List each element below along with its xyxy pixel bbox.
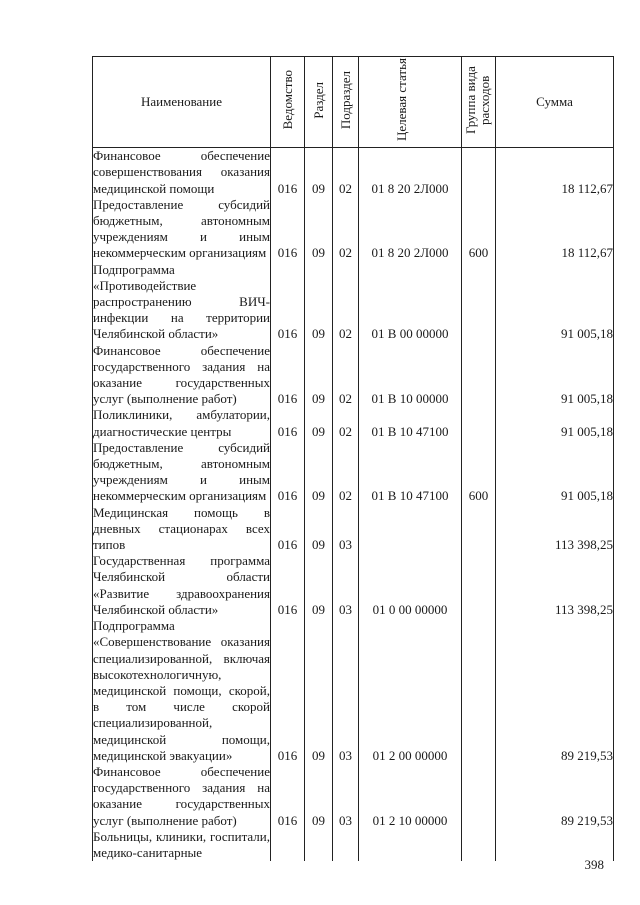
- table-row: [93, 262, 614, 343]
- cell-department: 016: [271, 148, 305, 197]
- table-row: [93, 553, 614, 618]
- cell-department: 016: [271, 407, 305, 439]
- cell-expense-group: [462, 343, 496, 408]
- cell-subsection: 02: [333, 343, 359, 408]
- cell-expense-group: [462, 407, 496, 439]
- cell-section: 09: [305, 505, 333, 554]
- cell-name: Финансовое обеспечение государственного задания на оказание государственных услуг (выполнение работ): [93, 763, 270, 828]
- cell-target: 01 В 00 00000: [359, 262, 462, 343]
- cell-department: 016: [271, 764, 305, 829]
- cell-subsection: 03: [333, 553, 359, 618]
- cell-subsection: 02: [333, 197, 359, 262]
- table-row: [93, 343, 614, 408]
- cell-expense-group: [462, 148, 496, 197]
- cell-target: 01 2 10 00000: [359, 764, 462, 829]
- cell-target: 01 8 20 2Л000: [359, 148, 462, 197]
- cell-name: Финансовое обеспечение государственного задания на оказание государственных услуг (выполнение работ): [93, 342, 270, 407]
- cell-department: 016: [271, 553, 305, 618]
- cell-expense-group: [462, 505, 496, 554]
- cell-section: 09: [305, 148, 333, 197]
- table-row: [93, 829, 614, 861]
- cell-department: 016: [271, 618, 305, 764]
- cell-name: Предоставление субсидий бюджетным, автономным учреждениям и иным некоммерческим организациям: [93, 439, 270, 504]
- cell-subsection: 02: [333, 262, 359, 343]
- cell-department: [271, 829, 305, 861]
- header-section: Раздел: [305, 57, 333, 148]
- cell-department: 016: [271, 505, 305, 554]
- cell-target: [359, 829, 462, 861]
- table-row: [93, 440, 614, 505]
- cell-target: 01 В 10 00000: [359, 343, 462, 408]
- cell-name: Подпрограмма «Совершенствование оказания специализированной, включая высокотехнологичную, медицинской помощи, скорой, в том числе скорой специализированной, медицинской помощи, медицинской эвакуации»: [93, 618, 270, 763]
- header-amount: Сумма: [496, 57, 614, 148]
- table-row: [93, 148, 614, 197]
- header-subsection: Подраздел: [333, 57, 359, 148]
- cell-section: 09: [305, 343, 333, 408]
- cell-amount: 91 005,18: [496, 407, 614, 439]
- cell-amount: 113 398,25: [496, 505, 614, 554]
- table-row: [93, 407, 614, 439]
- cell-subsection: 03: [333, 618, 359, 764]
- table-body: [93, 148, 614, 861]
- cell-expense-group: [462, 764, 496, 829]
- cell-section: [305, 829, 333, 861]
- header-department: Ведомство: [271, 57, 305, 148]
- cell-target: 01 В 10 47100: [359, 407, 462, 439]
- page-number: 398: [584, 857, 604, 872]
- cell-amount: 91 005,18: [496, 440, 614, 505]
- cell-amount: 18 112,67: [496, 197, 614, 262]
- cell-amount: 91 005,18: [496, 343, 614, 408]
- cell-target: [359, 505, 462, 554]
- cell-section: 09: [305, 618, 333, 764]
- table-row: [93, 197, 614, 262]
- cell-name: Больницы, клиники, госпитали, медико-санитарные: [93, 828, 270, 860]
- cell-target: 01 0 00 00000: [359, 553, 462, 618]
- cell-amount: 18 112,67: [496, 148, 614, 197]
- cell-subsection: [333, 829, 359, 861]
- cell-department: 016: [271, 343, 305, 408]
- cell-subsection: 03: [333, 764, 359, 829]
- cell-target: 01 В 10 47100: [359, 440, 462, 505]
- cell-expense-group: [462, 553, 496, 618]
- cell-section: 09: [305, 197, 333, 262]
- cell-subsection: 02: [333, 440, 359, 505]
- cell-target: 01 2 00 00000: [359, 618, 462, 764]
- cell-section: 09: [305, 764, 333, 829]
- table-header-row: [93, 57, 614, 148]
- cell-section: 09: [305, 440, 333, 505]
- table-row: [93, 618, 614, 764]
- cell-section: 09: [305, 553, 333, 618]
- cell-expense-group: 600: [462, 440, 496, 505]
- cell-target: 01 8 20 2Л000: [359, 197, 462, 262]
- cell-expense-group: 600: [462, 197, 496, 262]
- cell-name: Предоставление субсидий бюджетным, автономным учреждениям и иным некоммерческим организациям: [93, 196, 270, 261]
- header-expense-group: Группа вида расходов: [462, 57, 496, 148]
- table-row: [93, 764, 614, 829]
- header-name: Наименование: [93, 57, 271, 148]
- cell-department: 016: [271, 262, 305, 343]
- table-row: [93, 505, 614, 554]
- cell-amount: 89 219,53: [496, 764, 614, 829]
- cell-name: Государственная программа Челябинской области «Развитие здравоохранения Челябинской области»: [93, 553, 270, 617]
- cell-name: Подпрограмма «Противодействие распространению ВИЧ-инфекции на территории Челябинской области»: [93, 261, 270, 342]
- cell-subsection: 03: [333, 505, 359, 554]
- cell-amount: 113 398,25: [496, 553, 614, 618]
- cell-expense-group: [462, 829, 496, 861]
- cell-expense-group: [462, 618, 496, 764]
- cell-amount: 91 005,18: [496, 262, 614, 343]
- cell-department: 016: [271, 440, 305, 505]
- cell-name: Финансовое обеспечение совершенствования оказания медицинской помощи: [93, 148, 270, 196]
- cell-expense-group: [462, 262, 496, 343]
- cell-amount: 89 219,53: [496, 618, 614, 764]
- cell-name: Медицинская помощь в дневных стационарах всех типов: [93, 504, 270, 553]
- budget-table: [92, 56, 614, 861]
- cell-section: 09: [305, 407, 333, 439]
- cell-subsection: 02: [333, 407, 359, 439]
- cell-section: 09: [305, 262, 333, 343]
- cell-department: 016: [271, 197, 305, 262]
- cell-name: Поликлиники, амбулатории, диагностические центры: [93, 407, 270, 439]
- header-target: Целевая статья: [359, 57, 462, 148]
- cell-subsection: 02: [333, 148, 359, 197]
